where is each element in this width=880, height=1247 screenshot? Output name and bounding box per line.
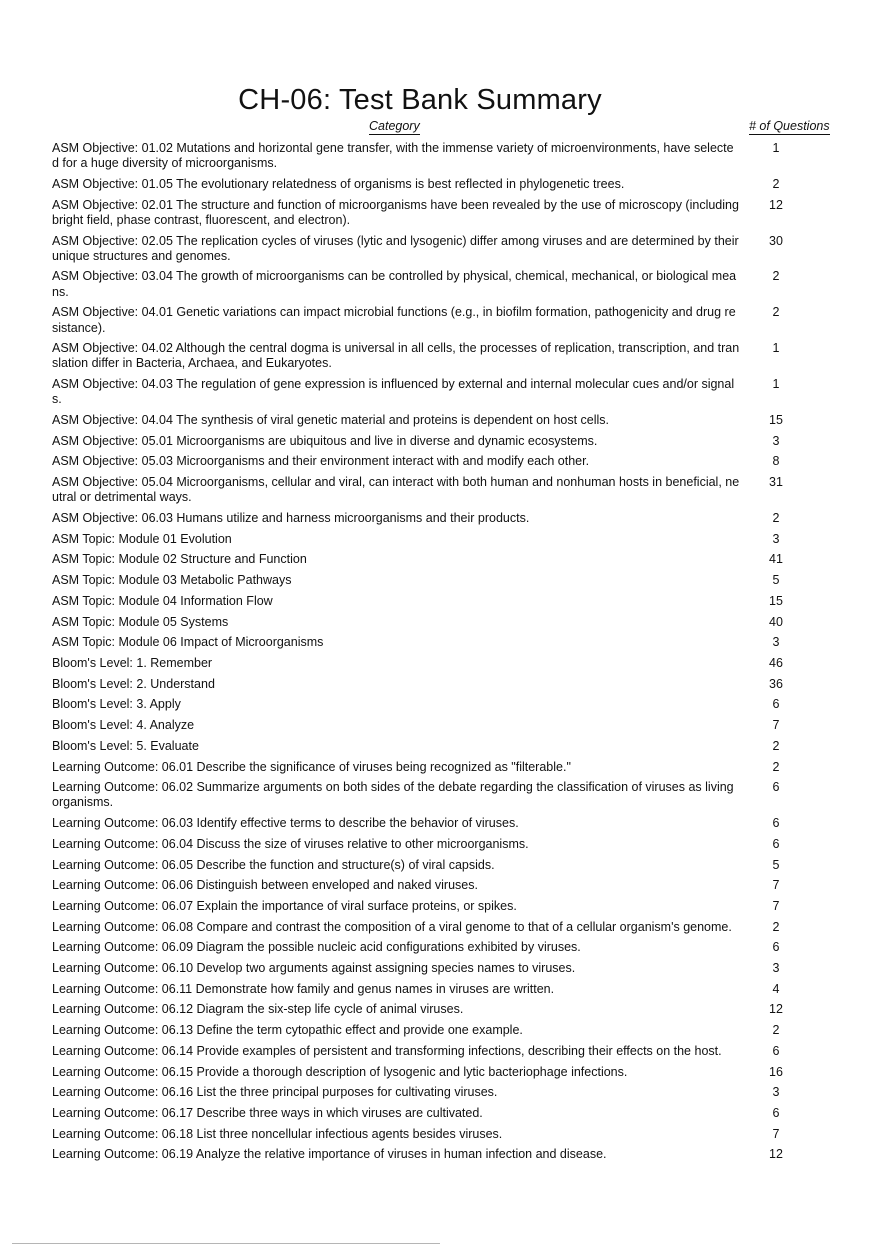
category-cell: Bloom's Level: 3. Apply [52,697,181,712]
category-cell: Learning Outcome: 06.12 Diagram the six-step life cycle of animal viruses. [52,1002,464,1017]
category-cell: ASM Topic: Module 05 Systems [52,614,229,629]
category-cell: Learning Outcome: 06.16 List the three principal purposes for cultivating viruses. [52,1085,498,1100]
table-row [52,413,812,428]
category-header-label: Category [369,119,420,133]
category-cell: ASM Objective: 04.03 The regulation of gene expression is influenced by external and internal molecular cues and/or signals. [52,377,735,407]
question-count-cell: 2 [772,738,780,753]
category-cell: Bloom's Level: 5. Evaluate [52,738,199,753]
table-row [52,305,812,335]
question-count-cell: 6 [772,816,780,831]
category-cell: ASM Topic: Module 06 Impact of Microorganisms [52,635,324,650]
table-row [52,982,812,997]
category-cell: ASM Objective: 04.01 Genetic variations can impact microbial functions (e.g., in biofilm formation, pathogenicity and drug resistance). [52,305,736,335]
question-count-cell: 1 [772,377,780,392]
table-row [52,780,812,810]
category-cell: Learning Outcome: 06.18 List three noncellular infectious agents besides viruses. [52,1126,503,1141]
table-row [52,718,812,733]
question-count-cell: 5 [772,857,780,872]
table-row [52,552,812,567]
category-cell: Learning Outcome: 06.04 Discuss the size of viruses relative to other microorganisms. [52,836,529,851]
question-count-cell: 6 [772,780,780,795]
table-row [52,475,812,505]
question-count-cell: 2 [772,1023,780,1038]
question-count-cell: 2 [772,759,780,774]
question-count-cell: 6 [772,836,780,851]
table-row [52,594,812,609]
question-count-cell: 41 [769,552,783,567]
category-cell: Learning Outcome: 06.03 Identify effective terms to describe the behavior of viruses. [52,816,519,831]
category-cell: ASM Objective: 05.01 Microorganisms are ubiquitous and live in diverse and dynamic ecosystems. [52,433,598,448]
question-count-cell: 2 [772,269,780,284]
question-count-cell: 7 [772,898,780,913]
table-row [52,940,812,955]
category-cell: ASM Topic: Module 04 Information Flow [52,593,273,608]
category-cell: Learning Outcome: 06.08 Compare and contrast the composition of a viral genome to that of a cellular organism's genome. [52,919,732,934]
category-cell: Learning Outcome: 06.07 Explain the importance of viral surface proteins, or spikes. [52,898,517,913]
question-count-cell: 2 [772,176,780,191]
question-count-cell: 2 [772,919,780,934]
count-column-header [749,119,830,135]
category-cell: ASM Objective: 05.03 Microorganisms and their environment interact with and modify each other. [52,454,590,469]
category-cell: ASM Objective: 04.02 Although the central dogma is universal in all cells, the processes of replication, transcription, and translation differ in Bacteria, Archaea, and Eukaryotes. [52,341,740,371]
category-cell: ASM Topic: Module 03 Metabolic Pathways [52,573,292,588]
table-row [52,198,812,228]
table-row [52,739,812,754]
table-row [52,434,812,449]
category-cell: ASM Objective: 05.04 Microorganisms, cellular and viral, can interact with both human and nonhuman hosts in beneficial, neutral or detrimental ways. [52,475,740,505]
table-row [52,269,812,299]
table-row [52,511,812,526]
question-count-cell: 3 [772,635,780,650]
question-count-cell: 16 [769,1064,783,1079]
table-row [52,837,812,852]
category-cell: Bloom's Level: 4. Analyze [52,718,195,733]
table-row [52,341,812,371]
category-cell: ASM Topic: Module 02 Structure and Function [52,552,307,567]
question-count-cell: 12 [769,197,783,212]
summary-table [52,141,812,1168]
category-cell: Bloom's Level: 2. Understand [52,676,215,691]
table-row [52,920,812,935]
question-count-cell: 31 [769,475,783,490]
table-row [52,1023,812,1038]
category-cell: Bloom's Level: 1. Remember [52,655,213,670]
question-count-cell: 6 [772,697,780,712]
question-count-cell: 7 [772,878,780,893]
question-count-cell: 3 [772,531,780,546]
count-header-label: # of Questions [749,119,830,133]
question-count-cell: 6 [772,1105,780,1120]
table-row [52,377,812,407]
question-count-cell: 7 [772,1126,780,1141]
question-count-cell: 3 [772,1085,780,1100]
table-row [52,816,812,831]
question-count-cell: 30 [769,233,783,248]
category-cell: Learning Outcome: 06.01 Describe the significance of viruses being recognized as "filterable." [52,759,571,774]
category-cell: Learning Outcome: 06.06 Distinguish between enveloped and naked viruses. [52,878,478,893]
category-cell: Learning Outcome: 06.09 Diagram the possible nucleic acid configurations exhibited by viruses. [52,940,581,955]
table-row [52,532,812,547]
question-count-cell: 12 [769,1147,783,1162]
table-row [52,1044,812,1059]
category-cell: Learning Outcome: 06.14 Provide examples of persistent and transforming infections, describing their effects on the host. [52,1043,722,1058]
question-count-cell: 15 [769,413,783,428]
category-cell: Learning Outcome: 06.13 Define the term cytopathic effect and provide one example. [52,1023,523,1038]
question-count-cell: 3 [772,961,780,976]
table-row [52,234,812,264]
question-count-cell: 1 [772,341,780,356]
question-count-cell: 8 [772,454,780,469]
table-row [52,1147,812,1162]
question-count-cell: 40 [769,614,783,629]
table-row [52,899,812,914]
table-row [52,1085,812,1100]
category-cell: Learning Outcome: 06.15 Provide a thorough description of lysogenic and lytic bacteriophage infections. [52,1064,628,1079]
page-title: CH-06: Test Bank Summary [238,84,602,116]
question-count-cell: 1 [772,141,780,155]
question-count-cell: 7 [772,718,780,733]
table-row [52,878,812,893]
question-count-cell: 5 [772,573,780,588]
table-row [52,961,812,976]
category-cell: Learning Outcome: 06.10 Develop two arguments against assigning species names to viruses. [52,961,576,976]
question-count-cell: 3 [772,433,780,448]
table-row [52,1127,812,1142]
question-count-cell: 46 [769,655,783,670]
question-count-cell: 12 [769,1002,783,1017]
footer-divider [12,1243,440,1244]
table-row [52,177,812,192]
table-row [52,677,812,692]
table-row [52,615,812,630]
category-cell: Learning Outcome: 06.05 Describe the function and structure(s) of viral capsids. [52,857,495,872]
category-cell: Learning Outcome: 06.11 Demonstrate how family and genus names in viruses are written. [52,981,555,996]
question-count-cell: 2 [772,511,780,526]
category-cell: ASM Objective: 01.02 Mutations and horizontal gene transfer, with the immense variety of microenvironments, have selected for a huge diversity of microorganisms. [52,141,734,171]
table-row [52,141,812,171]
table-row [52,1106,812,1121]
question-count-cell: 6 [772,940,780,955]
table-row [52,454,812,469]
category-cell: ASM Topic: Module 01 Evolution [52,531,232,546]
table-row [52,697,812,712]
category-cell: ASM Objective: 03.04 The growth of microorganisms can be controlled by physical, chemical, mechanical, or biological means. [52,269,737,299]
table-row [52,656,812,671]
table-row [52,1002,812,1017]
category-column-header [369,119,420,135]
question-count-cell: 36 [769,676,783,691]
category-cell: ASM Objective: 02.05 The replication cycles of viruses (lytic and lysogenic) differ among viruses and are determined by their unique structures and genomes. [52,233,739,263]
table-row [52,635,812,650]
category-cell: ASM Objective: 04.04 The synthesis of viral genetic material and proteins is dependent on host cells. [52,413,610,428]
table-row [52,573,812,588]
category-cell: Learning Outcome: 06.02 Summarize arguments on both sides of the debate regarding the classification of viruses as living organisms. [52,780,734,810]
question-count-cell: 2 [772,305,780,320]
table-row [52,760,812,775]
category-cell: Learning Outcome: 06.19 Analyze the relative importance of viruses in human infection and disease. [52,1147,607,1162]
category-cell: Learning Outcome: 06.17 Describe three ways in which viruses are cultivated. [52,1105,483,1120]
table-row [52,1065,812,1080]
table-row [52,858,812,873]
category-cell: ASM Objective: 02.01 The structure and function of microorganisms have been revealed by the use of microscopy (including bright field, phase contrast, fluorescent, and electron). [52,197,739,227]
question-count-cell: 6 [772,1043,780,1058]
category-cell: ASM Objective: 01.05 The evolutionary relatedness of organisms is best reflected in phylogenetic trees. [52,176,625,191]
category-cell: ASM Objective: 06.03 Humans utilize and harness microorganisms and their products. [52,511,530,526]
question-count-cell: 15 [769,593,783,608]
question-count-cell: 4 [772,981,780,996]
